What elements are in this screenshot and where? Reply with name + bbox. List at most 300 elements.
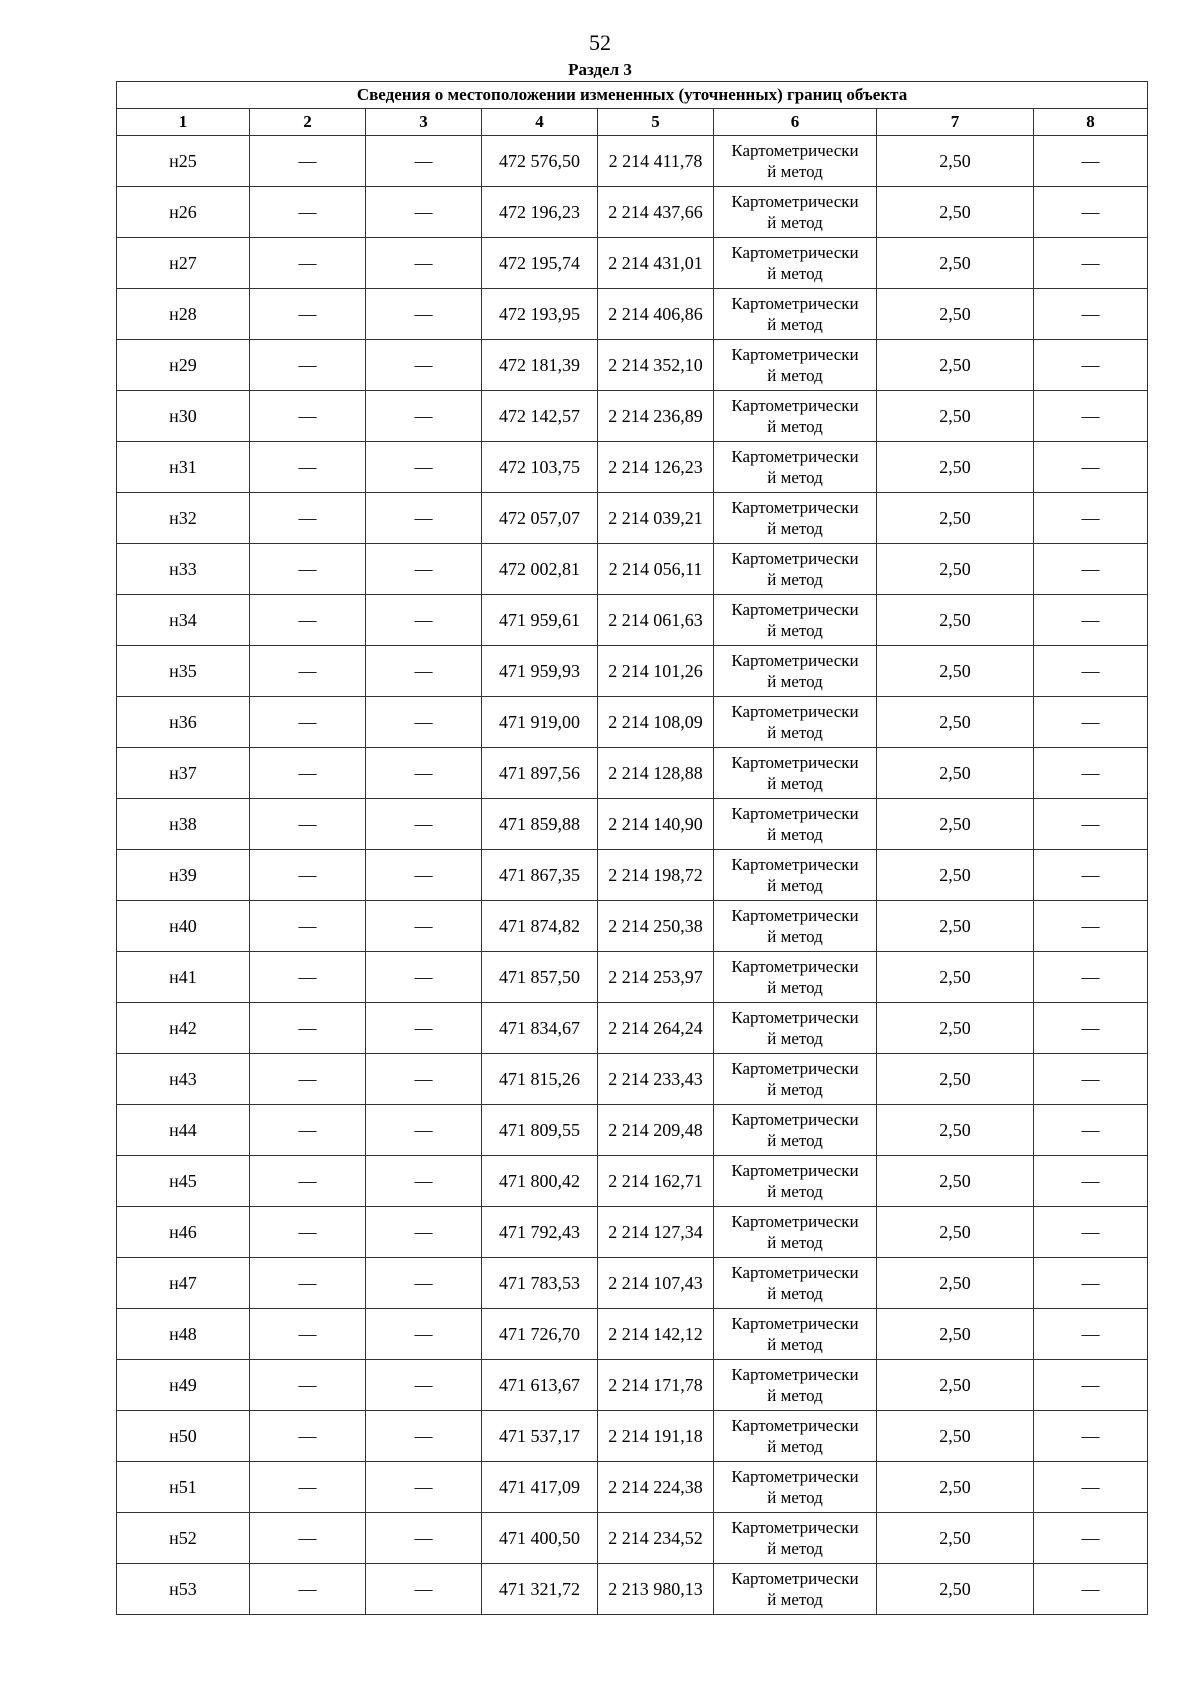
accuracy-cell: 2,50 bbox=[877, 646, 1034, 697]
point-id-cell: н53 bbox=[117, 1564, 250, 1615]
accuracy-cell: 2,50 bbox=[877, 1360, 1034, 1411]
y-coordinate-cell: 2 214 171,78 bbox=[598, 1360, 714, 1411]
point-id-cell: н25 bbox=[117, 136, 250, 187]
y-coordinate-cell: 2 214 209,48 bbox=[598, 1105, 714, 1156]
x-coordinate-cell: 472 181,39 bbox=[482, 340, 598, 391]
column-2-cell: — bbox=[250, 1309, 366, 1360]
table-row bbox=[117, 289, 1148, 340]
y-coordinate-cell: 2 214 406,86 bbox=[598, 289, 714, 340]
method-line-2: й метод bbox=[767, 417, 823, 436]
point-id-cell: н32 bbox=[117, 493, 250, 544]
column-3-cell: — bbox=[366, 493, 482, 544]
table-row bbox=[117, 1003, 1148, 1054]
column-3-cell: — bbox=[366, 340, 482, 391]
accuracy-cell: 2,50 bbox=[877, 136, 1034, 187]
column-8-cell: — bbox=[1034, 1156, 1148, 1207]
x-coordinate-cell: 471 919,00 bbox=[482, 697, 598, 748]
column-8-cell: — bbox=[1034, 544, 1148, 595]
method-line-2: й метод bbox=[767, 162, 823, 181]
table-row bbox=[117, 136, 1148, 187]
column-8-cell: — bbox=[1034, 646, 1148, 697]
column-8-cell: — bbox=[1034, 442, 1148, 493]
table-row bbox=[117, 697, 1148, 748]
y-coordinate-cell: 2 214 264,24 bbox=[598, 1003, 714, 1054]
method-cell bbox=[714, 1054, 877, 1105]
column-2-cell: — bbox=[250, 1513, 366, 1564]
column-8-cell: — bbox=[1034, 952, 1148, 1003]
x-coordinate-cell: 471 857,50 bbox=[482, 952, 598, 1003]
column-8-cell: — bbox=[1034, 238, 1148, 289]
x-coordinate-cell: 472 002,81 bbox=[482, 544, 598, 595]
column-8-cell: — bbox=[1034, 391, 1148, 442]
method-line-2: й метод bbox=[767, 366, 823, 385]
method-cell bbox=[714, 646, 877, 697]
method-cell bbox=[714, 1258, 877, 1309]
column-3-cell: — bbox=[366, 1360, 482, 1411]
method-cell bbox=[714, 799, 877, 850]
method-line-1: Картометрически bbox=[731, 1110, 859, 1129]
method-cell bbox=[714, 1309, 877, 1360]
table-row bbox=[117, 1105, 1148, 1156]
method-line-2: й метод bbox=[767, 723, 823, 742]
accuracy-cell: 2,50 bbox=[877, 289, 1034, 340]
accuracy-cell: 2,50 bbox=[877, 952, 1034, 1003]
accuracy-cell: 2,50 bbox=[877, 850, 1034, 901]
point-id-cell: н33 bbox=[117, 544, 250, 595]
method-cell bbox=[714, 748, 877, 799]
column-3-cell: — bbox=[366, 799, 482, 850]
column-8-cell: — bbox=[1034, 340, 1148, 391]
method-line-1: Картометрически bbox=[731, 906, 859, 925]
column-2-cell: — bbox=[250, 238, 366, 289]
method-line-2: й метод bbox=[767, 1590, 823, 1609]
method-line-1: Картометрически bbox=[731, 753, 859, 772]
column-2-cell: — bbox=[250, 1003, 366, 1054]
method-line-2: й метод bbox=[767, 1182, 823, 1201]
boundary-coordinates-table bbox=[116, 81, 1148, 1615]
column-number: 6 bbox=[714, 109, 877, 136]
column-number-row bbox=[117, 109, 1148, 136]
table-caption: Сведения о местоположении измененных (уточненных) границ объекта bbox=[117, 82, 1148, 109]
column-8-cell: — bbox=[1034, 136, 1148, 187]
method-line-2: й метод bbox=[767, 1437, 823, 1456]
point-id-cell: н50 bbox=[117, 1411, 250, 1462]
column-2-cell: — bbox=[250, 1207, 366, 1258]
column-3-cell: — bbox=[366, 1513, 482, 1564]
column-2-cell: — bbox=[250, 187, 366, 238]
column-8-cell: — bbox=[1034, 595, 1148, 646]
accuracy-cell: 2,50 bbox=[877, 595, 1034, 646]
method-line-2: й метод bbox=[767, 1131, 823, 1150]
column-3-cell: — bbox=[366, 1207, 482, 1258]
column-8-cell: — bbox=[1034, 1462, 1148, 1513]
method-line-1: Картометрически bbox=[731, 192, 859, 211]
method-line-1: Картометрически bbox=[731, 855, 859, 874]
y-coordinate-cell: 2 214 198,72 bbox=[598, 850, 714, 901]
method-cell bbox=[714, 289, 877, 340]
column-8-cell: — bbox=[1034, 901, 1148, 952]
method-line-2: й метод bbox=[767, 774, 823, 793]
point-id-cell: н48 bbox=[117, 1309, 250, 1360]
y-coordinate-cell: 2 214 234,52 bbox=[598, 1513, 714, 1564]
x-coordinate-cell: 471 613,67 bbox=[482, 1360, 598, 1411]
column-3-cell: — bbox=[366, 850, 482, 901]
y-coordinate-cell: 2 214 191,18 bbox=[598, 1411, 714, 1462]
column-3-cell: — bbox=[366, 646, 482, 697]
table-row bbox=[117, 238, 1148, 289]
column-2-cell: — bbox=[250, 391, 366, 442]
point-id-cell: н39 bbox=[117, 850, 250, 901]
method-line-2: й метод bbox=[767, 1284, 823, 1303]
method-line-1: Картометрически bbox=[731, 651, 859, 670]
table-row bbox=[117, 1258, 1148, 1309]
column-3-cell: — bbox=[366, 442, 482, 493]
table-row bbox=[117, 646, 1148, 697]
column-8-cell: — bbox=[1034, 289, 1148, 340]
column-8-cell: — bbox=[1034, 493, 1148, 544]
method-line-1: Картометрически bbox=[731, 549, 859, 568]
method-line-1: Картометрически bbox=[731, 1161, 859, 1180]
method-line-2: й метод bbox=[767, 468, 823, 487]
method-line-1: Картометрически bbox=[731, 294, 859, 313]
point-id-cell: н29 bbox=[117, 340, 250, 391]
point-id-cell: н30 bbox=[117, 391, 250, 442]
method-cell bbox=[714, 1411, 877, 1462]
table-row bbox=[117, 1207, 1148, 1258]
accuracy-cell: 2,50 bbox=[877, 238, 1034, 289]
method-cell bbox=[714, 340, 877, 391]
point-id-cell: н38 bbox=[117, 799, 250, 850]
y-coordinate-cell: 2 214 411,78 bbox=[598, 136, 714, 187]
method-line-2: й метод bbox=[767, 978, 823, 997]
x-coordinate-cell: 471 959,93 bbox=[482, 646, 598, 697]
method-line-1: Картометрически bbox=[731, 345, 859, 364]
table-row bbox=[117, 901, 1148, 952]
accuracy-cell: 2,50 bbox=[877, 391, 1034, 442]
column-2-cell: — bbox=[250, 1462, 366, 1513]
method-line-1: Картометрически bbox=[731, 957, 859, 976]
method-cell bbox=[714, 442, 877, 493]
method-cell bbox=[714, 595, 877, 646]
section-title: Раздел 3 bbox=[568, 60, 632, 79]
column-2-cell: — bbox=[250, 1258, 366, 1309]
x-coordinate-cell: 471 537,17 bbox=[482, 1411, 598, 1462]
accuracy-cell: 2,50 bbox=[877, 1462, 1034, 1513]
table-row bbox=[117, 1411, 1148, 1462]
point-id-cell: н37 bbox=[117, 748, 250, 799]
accuracy-cell: 2,50 bbox=[877, 1564, 1034, 1615]
accuracy-cell: 2,50 bbox=[877, 697, 1034, 748]
table-row bbox=[117, 1156, 1148, 1207]
x-coordinate-cell: 472 057,07 bbox=[482, 493, 598, 544]
method-cell bbox=[714, 1003, 877, 1054]
table-row bbox=[117, 1309, 1148, 1360]
column-2-cell: — bbox=[250, 1105, 366, 1156]
accuracy-cell: 2,50 bbox=[877, 1054, 1034, 1105]
table-row bbox=[117, 187, 1148, 238]
column-2-cell: — bbox=[250, 1360, 366, 1411]
method-line-2: й метод bbox=[767, 570, 823, 589]
method-line-1: Картометрически bbox=[731, 1518, 859, 1537]
y-coordinate-cell: 2 214 039,21 bbox=[598, 493, 714, 544]
accuracy-cell: 2,50 bbox=[877, 493, 1034, 544]
column-2-cell: — bbox=[250, 799, 366, 850]
table-row bbox=[117, 952, 1148, 1003]
y-coordinate-cell: 2 214 352,10 bbox=[598, 340, 714, 391]
column-2-cell: — bbox=[250, 646, 366, 697]
y-coordinate-cell: 2 214 431,01 bbox=[598, 238, 714, 289]
x-coordinate-cell: 471 834,67 bbox=[482, 1003, 598, 1054]
accuracy-cell: 2,50 bbox=[877, 1309, 1034, 1360]
column-number: 7 bbox=[877, 109, 1034, 136]
y-coordinate-cell: 2 214 250,38 bbox=[598, 901, 714, 952]
method-line-1: Картометрически bbox=[731, 1212, 859, 1231]
x-coordinate-cell: 471 959,61 bbox=[482, 595, 598, 646]
column-number: 8 bbox=[1034, 109, 1148, 136]
column-8-cell: — bbox=[1034, 799, 1148, 850]
point-id-cell: н45 bbox=[117, 1156, 250, 1207]
table-row bbox=[117, 1360, 1148, 1411]
accuracy-cell: 2,50 bbox=[877, 1513, 1034, 1564]
column-8-cell: — bbox=[1034, 1309, 1148, 1360]
column-8-cell: — bbox=[1034, 1105, 1148, 1156]
column-2-cell: — bbox=[250, 493, 366, 544]
method-line-1: Картометрически bbox=[731, 1569, 859, 1588]
table-row bbox=[117, 442, 1148, 493]
accuracy-cell: 2,50 bbox=[877, 187, 1034, 238]
method-line-2: й метод bbox=[767, 621, 823, 640]
accuracy-cell: 2,50 bbox=[877, 901, 1034, 952]
column-2-cell: — bbox=[250, 901, 366, 952]
column-8-cell: — bbox=[1034, 1513, 1148, 1564]
method-line-1: Картометрически bbox=[731, 702, 859, 721]
point-id-cell: н40 bbox=[117, 901, 250, 952]
method-line-1: Картометрически bbox=[731, 447, 859, 466]
column-number: 1 bbox=[117, 109, 250, 136]
y-coordinate-cell: 2 214 253,97 bbox=[598, 952, 714, 1003]
point-id-cell: н28 bbox=[117, 289, 250, 340]
column-2-cell: — bbox=[250, 136, 366, 187]
method-cell bbox=[714, 1105, 877, 1156]
method-line-2: й метод bbox=[767, 1029, 823, 1048]
method-line-2: й метод bbox=[767, 825, 823, 844]
column-8-cell: — bbox=[1034, 1360, 1148, 1411]
column-2-cell: — bbox=[250, 595, 366, 646]
column-3-cell: — bbox=[366, 1003, 482, 1054]
table-row bbox=[117, 1564, 1148, 1615]
column-number: 4 bbox=[482, 109, 598, 136]
x-coordinate-cell: 472 196,23 bbox=[482, 187, 598, 238]
method-line-1: Картометрически bbox=[731, 243, 859, 262]
x-coordinate-cell: 471 400,50 bbox=[482, 1513, 598, 1564]
method-line-2: й метод bbox=[767, 1335, 823, 1354]
method-cell bbox=[714, 1360, 877, 1411]
column-2-cell: — bbox=[250, 289, 366, 340]
accuracy-cell: 2,50 bbox=[877, 799, 1034, 850]
method-line-2: й метод bbox=[767, 519, 823, 538]
method-line-2: й метод bbox=[767, 927, 823, 946]
x-coordinate-cell: 471 897,56 bbox=[482, 748, 598, 799]
method-cell bbox=[714, 1156, 877, 1207]
x-coordinate-cell: 471 792,43 bbox=[482, 1207, 598, 1258]
column-8-cell: — bbox=[1034, 1003, 1148, 1054]
y-coordinate-cell: 2 214 126,23 bbox=[598, 442, 714, 493]
y-coordinate-cell: 2 214 127,34 bbox=[598, 1207, 714, 1258]
method-line-1: Картометрически bbox=[731, 1008, 859, 1027]
column-number: 3 bbox=[366, 109, 482, 136]
x-coordinate-cell: 472 103,75 bbox=[482, 442, 598, 493]
point-id-cell: н42 bbox=[117, 1003, 250, 1054]
method-line-1: Картометрически bbox=[731, 498, 859, 517]
point-id-cell: н51 bbox=[117, 1462, 250, 1513]
column-3-cell: — bbox=[366, 136, 482, 187]
method-cell bbox=[714, 1207, 877, 1258]
y-coordinate-cell: 2 214 107,43 bbox=[598, 1258, 714, 1309]
method-cell bbox=[714, 901, 877, 952]
column-3-cell: — bbox=[366, 697, 482, 748]
table-row bbox=[117, 748, 1148, 799]
table-row bbox=[117, 1054, 1148, 1105]
column-3-cell: — bbox=[366, 1156, 482, 1207]
point-id-cell: н49 bbox=[117, 1360, 250, 1411]
accuracy-cell: 2,50 bbox=[877, 442, 1034, 493]
accuracy-cell: 2,50 bbox=[877, 1156, 1034, 1207]
method-line-2: й метод bbox=[767, 1080, 823, 1099]
y-coordinate-cell: 2 214 142,12 bbox=[598, 1309, 714, 1360]
column-8-cell: — bbox=[1034, 1258, 1148, 1309]
column-8-cell: — bbox=[1034, 187, 1148, 238]
method-line-2: й метод bbox=[767, 1488, 823, 1507]
column-2-cell: — bbox=[250, 544, 366, 595]
y-coordinate-cell: 2 214 437,66 bbox=[598, 187, 714, 238]
y-coordinate-cell: 2 214 128,88 bbox=[598, 748, 714, 799]
table-body bbox=[117, 136, 1148, 1615]
method-line-2: й метод bbox=[767, 264, 823, 283]
table-row bbox=[117, 850, 1148, 901]
x-coordinate-cell: 472 576,50 bbox=[482, 136, 598, 187]
column-3-cell: — bbox=[366, 187, 482, 238]
x-coordinate-cell: 471 783,53 bbox=[482, 1258, 598, 1309]
y-coordinate-cell: 2 214 140,90 bbox=[598, 799, 714, 850]
column-number: 2 bbox=[250, 109, 366, 136]
method-line-2: й метод bbox=[767, 1386, 823, 1405]
point-id-cell: н34 bbox=[117, 595, 250, 646]
y-coordinate-cell: 2 214 101,26 bbox=[598, 646, 714, 697]
accuracy-cell: 2,50 bbox=[877, 1411, 1034, 1462]
method-cell bbox=[714, 697, 877, 748]
accuracy-cell: 2,50 bbox=[877, 1105, 1034, 1156]
x-coordinate-cell: 471 815,26 bbox=[482, 1054, 598, 1105]
column-3-cell: — bbox=[366, 1564, 482, 1615]
x-coordinate-cell: 471 874,82 bbox=[482, 901, 598, 952]
column-3-cell: — bbox=[366, 952, 482, 1003]
point-id-cell: н44 bbox=[117, 1105, 250, 1156]
table-row bbox=[117, 1462, 1148, 1513]
column-3-cell: — bbox=[366, 391, 482, 442]
y-coordinate-cell: 2 214 224,38 bbox=[598, 1462, 714, 1513]
column-8-cell: — bbox=[1034, 748, 1148, 799]
point-id-cell: н46 bbox=[117, 1207, 250, 1258]
method-line-2: й метод bbox=[767, 213, 823, 232]
column-3-cell: — bbox=[366, 901, 482, 952]
point-id-cell: н47 bbox=[117, 1258, 250, 1309]
x-coordinate-cell: 471 867,35 bbox=[482, 850, 598, 901]
column-3-cell: — bbox=[366, 1258, 482, 1309]
method-line-1: Картометрически bbox=[731, 1263, 859, 1282]
method-line-2: й метод bbox=[767, 1539, 823, 1558]
column-3-cell: — bbox=[366, 1105, 482, 1156]
column-2-cell: — bbox=[250, 1156, 366, 1207]
column-3-cell: — bbox=[366, 1309, 482, 1360]
column-3-cell: — bbox=[366, 1054, 482, 1105]
column-8-cell: — bbox=[1034, 850, 1148, 901]
column-8-cell: — bbox=[1034, 1207, 1148, 1258]
method-line-1: Картометрически bbox=[731, 1416, 859, 1435]
x-coordinate-cell: 472 195,74 bbox=[482, 238, 598, 289]
table-row bbox=[117, 595, 1148, 646]
method-line-2: й метод bbox=[767, 672, 823, 691]
column-3-cell: — bbox=[366, 544, 482, 595]
column-2-cell: — bbox=[250, 697, 366, 748]
y-coordinate-cell: 2 214 056,11 bbox=[598, 544, 714, 595]
point-id-cell: н36 bbox=[117, 697, 250, 748]
table-row bbox=[117, 1513, 1148, 1564]
y-coordinate-cell: 2 214 061,63 bbox=[598, 595, 714, 646]
method-line-1: Картометрически bbox=[731, 804, 859, 823]
column-2-cell: — bbox=[250, 1411, 366, 1462]
x-coordinate-cell: 472 193,95 bbox=[482, 289, 598, 340]
x-coordinate-cell: 471 321,72 bbox=[482, 1564, 598, 1615]
accuracy-cell: 2,50 bbox=[877, 340, 1034, 391]
y-coordinate-cell: 2 214 108,09 bbox=[598, 697, 714, 748]
accuracy-cell: 2,50 bbox=[877, 1258, 1034, 1309]
point-id-cell: н41 bbox=[117, 952, 250, 1003]
column-number: 5 bbox=[598, 109, 714, 136]
method-line-1: Картометрически bbox=[731, 600, 859, 619]
accuracy-cell: 2,50 bbox=[877, 748, 1034, 799]
x-coordinate-cell: 471 726,70 bbox=[482, 1309, 598, 1360]
column-8-cell: — bbox=[1034, 697, 1148, 748]
method-cell bbox=[714, 952, 877, 1003]
x-coordinate-cell: 471 800,42 bbox=[482, 1156, 598, 1207]
point-id-cell: н27 bbox=[117, 238, 250, 289]
method-line-2: й метод bbox=[767, 1233, 823, 1252]
x-coordinate-cell: 471 417,09 bbox=[482, 1462, 598, 1513]
table-row bbox=[117, 799, 1148, 850]
method-cell bbox=[714, 187, 877, 238]
column-8-cell: — bbox=[1034, 1411, 1148, 1462]
column-3-cell: — bbox=[366, 1411, 482, 1462]
x-coordinate-cell: 472 142,57 bbox=[482, 391, 598, 442]
column-8-cell: — bbox=[1034, 1564, 1148, 1615]
point-id-cell: н43 bbox=[117, 1054, 250, 1105]
point-id-cell: н26 bbox=[117, 187, 250, 238]
y-coordinate-cell: 2 213 980,13 bbox=[598, 1564, 714, 1615]
column-2-cell: — bbox=[250, 748, 366, 799]
column-3-cell: — bbox=[366, 238, 482, 289]
point-id-cell: н52 bbox=[117, 1513, 250, 1564]
column-2-cell: — bbox=[250, 850, 366, 901]
method-cell bbox=[714, 1513, 877, 1564]
method-line-1: Картометрически bbox=[731, 1059, 859, 1078]
accuracy-cell: 2,50 bbox=[877, 544, 1034, 595]
y-coordinate-cell: 2 214 233,43 bbox=[598, 1054, 714, 1105]
column-8-cell: — bbox=[1034, 1054, 1148, 1105]
table-row bbox=[117, 391, 1148, 442]
column-2-cell: — bbox=[250, 1564, 366, 1615]
table-row bbox=[117, 544, 1148, 595]
accuracy-cell: 2,50 bbox=[877, 1003, 1034, 1054]
